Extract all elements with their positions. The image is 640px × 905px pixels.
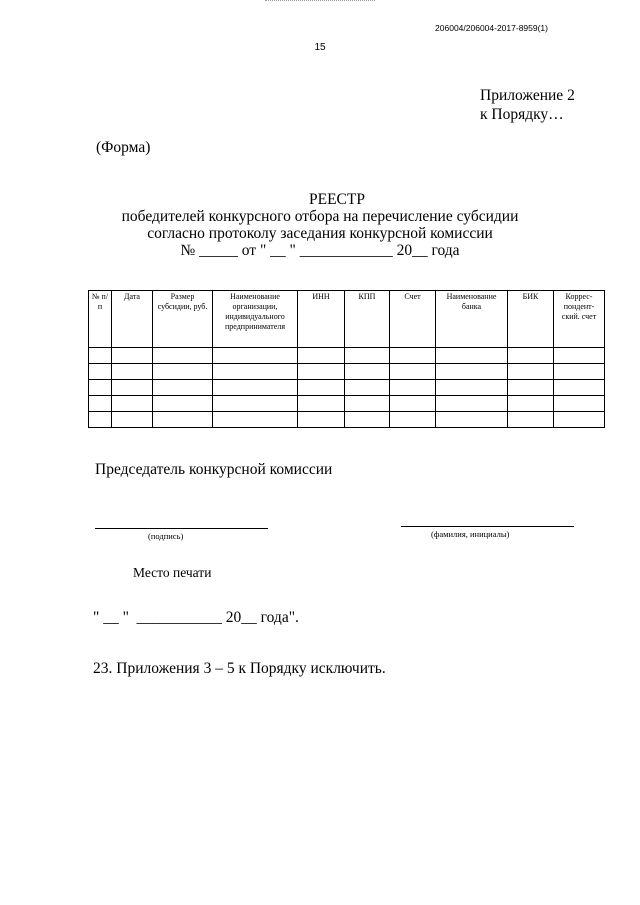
table-cell <box>345 396 390 412</box>
table-cell <box>508 412 554 428</box>
col-header-bik: БИК <box>508 291 554 348</box>
table-cell <box>213 348 298 364</box>
table-cell <box>112 396 153 412</box>
table-cell <box>153 348 213 364</box>
title-line-2: победителей конкурсного отбора на перечисление субсидии <box>121 208 519 225</box>
table-cell <box>112 348 153 364</box>
stamp-placeholder: Место печати <box>133 565 212 580</box>
table-cell <box>213 364 298 380</box>
table-cell <box>153 364 213 380</box>
signature-label: (подпись) <box>148 531 184 541</box>
title-line-4: № _____ от " __ " ____________ 20__ года <box>180 242 460 259</box>
table-cell <box>89 412 112 428</box>
table-cell <box>112 364 153 380</box>
table-row <box>89 412 605 428</box>
table-cell <box>89 348 112 364</box>
table-cell <box>213 380 298 396</box>
table-header-row <box>89 291 605 348</box>
document-id: 206004/206004-2017-8959(1) <box>435 23 548 33</box>
table-cell <box>112 380 153 396</box>
table-cell <box>89 364 112 380</box>
table-cell <box>213 412 298 428</box>
page-number: 15 <box>314 42 326 53</box>
table-cell <box>436 412 508 428</box>
table-cell <box>390 348 436 364</box>
col-header-date: Дата <box>112 291 153 348</box>
table-cell <box>390 380 436 396</box>
table-cell <box>554 348 605 364</box>
table-row <box>89 364 605 380</box>
item-23: 23. Приложения 3 – 5 к Порядку исключить. <box>93 660 386 677</box>
table-row <box>89 380 605 396</box>
table-cell <box>554 364 605 380</box>
name-label: (фамилия, инициалы) <box>431 529 510 539</box>
scan-artifact <box>265 0 375 3</box>
col-header-bank: Наименование банка <box>436 291 508 348</box>
table-cell <box>508 348 554 364</box>
table-cell <box>508 396 554 412</box>
signature-line <box>95 528 268 529</box>
table-row <box>89 348 605 364</box>
table-cell <box>508 364 554 380</box>
date-line: " __ " ___________ 20__ года". <box>93 609 299 626</box>
table-cell <box>436 348 508 364</box>
table-cell <box>345 380 390 396</box>
title-line-3: согласно протоколу заседания конкурсной комиссии <box>147 225 493 242</box>
table-cell <box>390 364 436 380</box>
col-header-corr-account: Коррес-пондент-ский. счет <box>554 291 605 348</box>
col-header-number: № п/п <box>89 291 112 348</box>
appendix-line-1: Приложение 2 <box>480 87 575 104</box>
table-cell <box>112 412 153 428</box>
col-header-inn: ИНН <box>298 291 345 348</box>
table-cell <box>508 380 554 396</box>
col-header-amount: Размер субсидии, руб. <box>153 291 213 348</box>
table-cell <box>436 380 508 396</box>
registry-title <box>0 191 640 259</box>
col-header-kpp: КПП <box>345 291 390 348</box>
table-cell <box>390 396 436 412</box>
form-label: (Форма) <box>96 139 151 156</box>
table-cell <box>436 396 508 412</box>
table-cell <box>298 364 345 380</box>
table-cell <box>390 412 436 428</box>
appendix-heading <box>480 86 575 124</box>
table-cell <box>554 412 605 428</box>
title-line-1: РЕЕСТР <box>309 191 365 208</box>
table-cell <box>89 380 112 396</box>
table-row <box>89 396 605 412</box>
table-cell <box>298 380 345 396</box>
table-cell <box>213 396 298 412</box>
table-cell <box>153 396 213 412</box>
table-cell <box>345 364 390 380</box>
table-cell <box>298 348 345 364</box>
table-cell <box>345 348 390 364</box>
table-cell <box>554 380 605 396</box>
col-header-organization: Наименование организации, индивидуального предпринимателя <box>213 291 298 348</box>
table-cell <box>153 380 213 396</box>
appendix-line-2: к Порядку… <box>480 106 564 123</box>
table-cell <box>554 396 605 412</box>
table-cell <box>345 412 390 428</box>
registry-table <box>88 290 605 428</box>
chairman-label: Председатель конкурсной комиссии <box>95 461 333 478</box>
col-header-account: Счет <box>390 291 436 348</box>
name-line <box>401 526 574 527</box>
table-cell <box>153 412 213 428</box>
table-cell <box>298 412 345 428</box>
table-cell <box>298 396 345 412</box>
table-cell <box>89 396 112 412</box>
table-cell <box>436 364 508 380</box>
